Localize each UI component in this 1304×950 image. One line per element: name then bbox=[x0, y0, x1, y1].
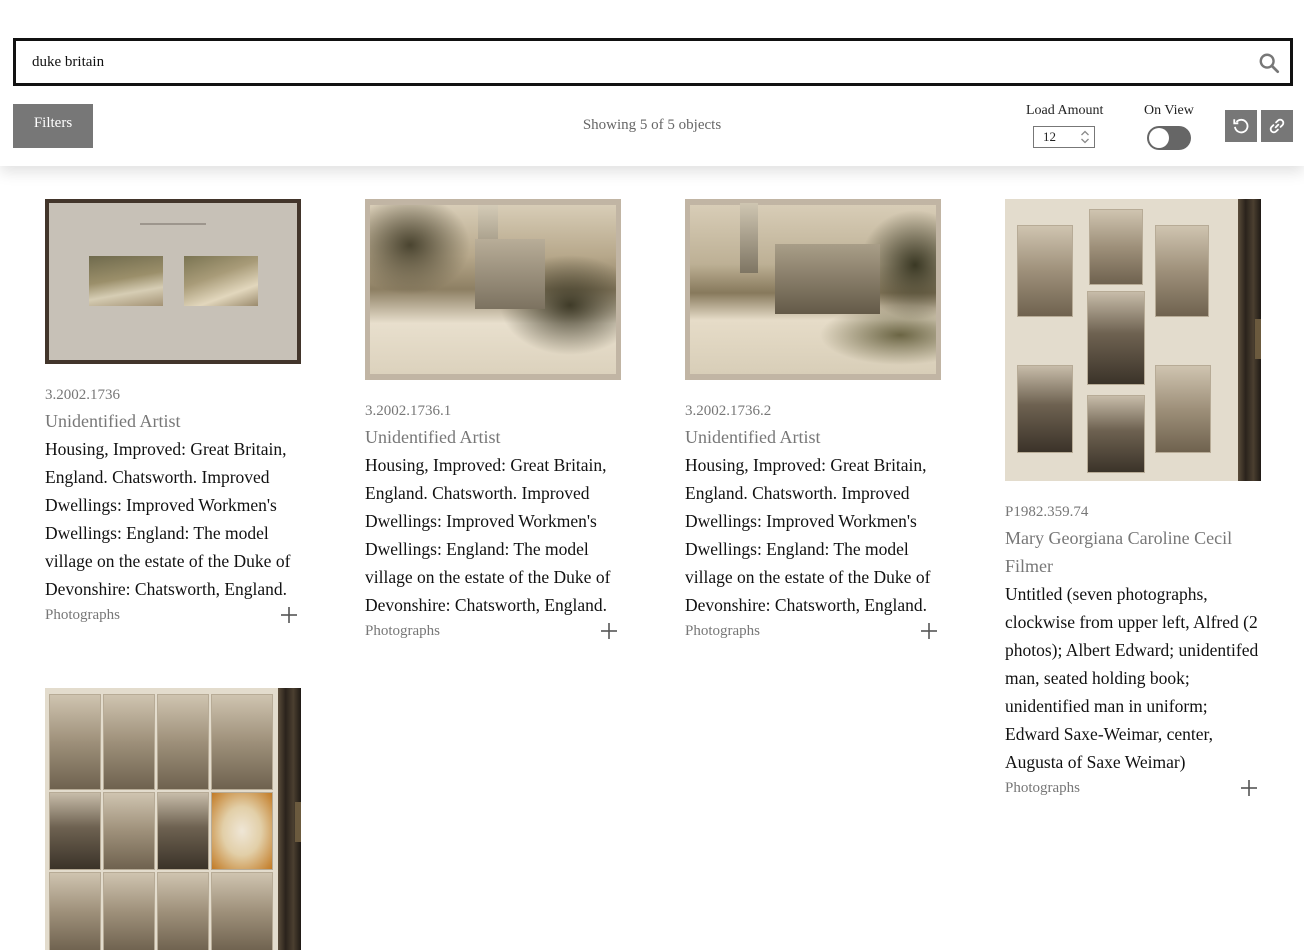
load-amount-label: Load Amount bbox=[1026, 103, 1104, 118]
object-number: 3.2002.1736.2 bbox=[685, 403, 772, 419]
object-title[interactable]: Housing, Improved: Great Britain, England. Chatsworth. Improved Dwellings: Improved Workmen's Dwellings: England: The model village on the estate of the Duke of Devonshire: Chatsworth, England. bbox=[685, 455, 931, 615]
object-number: 3.2002.1736.1 bbox=[365, 403, 452, 419]
result-thumbnail[interactable] bbox=[1005, 199, 1261, 481]
stepper-arrows-icon[interactable] bbox=[1080, 129, 1090, 145]
toggle-knob bbox=[1149, 128, 1169, 148]
result-thumbnail[interactable] bbox=[45, 688, 301, 950]
artist-name: Unidentified Artist bbox=[45, 411, 181, 431]
object-title[interactable]: Housing, Improved: Great Britain, England. Chatsworth. Improved Dwellings: Improved Workmen's Dwellings: England: The model village on the estate of the Duke of Devonshire: Chatsworth, England. bbox=[365, 455, 611, 615]
object-type: Photographs bbox=[1005, 780, 1080, 796]
results-count: Showing 5 of 5 objects bbox=[582, 117, 722, 133]
result-card[interactable] bbox=[685, 199, 941, 643]
search-header bbox=[0, 0, 1304, 166]
object-type: Photographs bbox=[685, 623, 760, 639]
card-footer bbox=[365, 619, 621, 643]
result-thumbnail[interactable] bbox=[365, 199, 621, 380]
card-footer bbox=[685, 619, 941, 643]
object-title[interactable]: Housing, Improved: Great Britain, England. Chatsworth. Improved Dwellings: Improved Workmen's Dwellings: England: The model village on the estate of the Duke of Devonshire: Chatsworth, England. bbox=[45, 439, 291, 599]
artist-name: Unidentified Artist bbox=[365, 427, 501, 447]
copy-link-button[interactable] bbox=[1261, 110, 1293, 142]
on-view-toggle[interactable] bbox=[1147, 126, 1191, 150]
on-view-label: On View bbox=[1144, 103, 1194, 118]
result-card[interactable] bbox=[45, 688, 301, 950]
artist-name: Unidentified Artist bbox=[685, 427, 821, 447]
object-type: Photographs bbox=[365, 623, 440, 639]
result-thumbnail[interactable] bbox=[45, 199, 301, 364]
search-input[interactable] bbox=[32, 41, 1232, 83]
card-footer bbox=[45, 603, 301, 627]
link-icon bbox=[1268, 117, 1286, 135]
search-icon[interactable] bbox=[1258, 52, 1280, 74]
plus-icon[interactable] bbox=[1240, 779, 1258, 797]
result-card[interactable] bbox=[365, 199, 621, 643]
result-card[interactable] bbox=[45, 199, 301, 627]
object-title[interactable]: Untitled (seven photographs, clockwise from upper left, Alfred (2 photos); Albert Edward; unidentifed man, seated holding book; unidentified man in uniform; Edward Saxe-Weimar, center, Augusta of Saxe Weimar) bbox=[1005, 584, 1259, 772]
reset-button[interactable] bbox=[1225, 110, 1257, 142]
load-amount-value: 12 bbox=[1043, 129, 1056, 144]
load-amount-stepper[interactable] bbox=[1033, 126, 1095, 148]
plus-icon[interactable] bbox=[920, 622, 938, 640]
artist-name: Mary Georgiana Caroline Cecil Filmer bbox=[1005, 528, 1233, 576]
plus-icon[interactable] bbox=[600, 622, 618, 640]
card-footer bbox=[1005, 776, 1261, 800]
search-box[interactable] bbox=[13, 38, 1293, 86]
result-thumbnail[interactable] bbox=[685, 199, 941, 380]
reset-icon bbox=[1232, 117, 1250, 135]
filters-button[interactable]: Filters bbox=[13, 104, 93, 148]
result-card[interactable] bbox=[1005, 199, 1261, 800]
plus-icon[interactable] bbox=[280, 606, 298, 624]
object-type: Photographs bbox=[45, 607, 120, 623]
object-number: P1982.359.74 bbox=[1005, 504, 1089, 520]
object-number: 3.2002.1736 bbox=[45, 387, 120, 403]
